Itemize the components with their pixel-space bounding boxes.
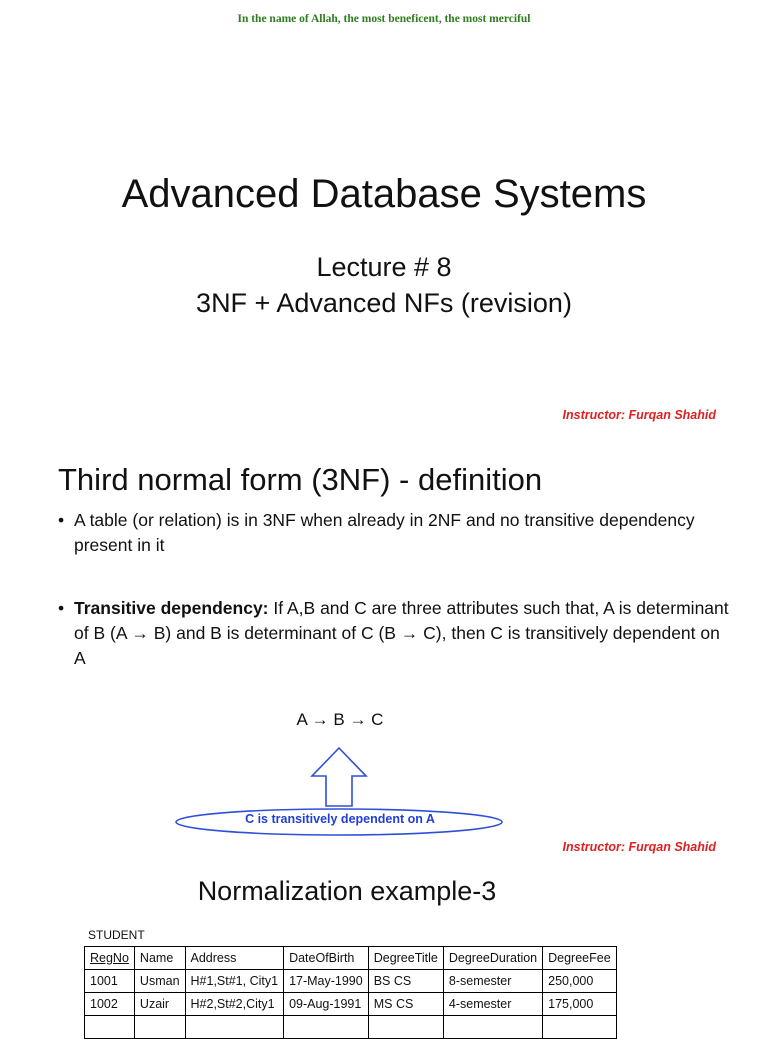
student-table (84, 946, 617, 1039)
col-dateofbirth: DateOfBirth (284, 947, 369, 970)
cell-degreeduration: 4-semester (443, 993, 542, 1016)
cell-regno: 1002 (85, 993, 135, 1016)
cell-empty (368, 1016, 443, 1039)
table-row (85, 993, 617, 1016)
bismillah-header: In the name of Allah, the most beneficent, the most merciful (237, 13, 531, 25)
cell-dateofbirth: 09-Aug-1991 (284, 993, 369, 1016)
cell-regno: 1001 (85, 970, 135, 993)
cell-name: Uzair (134, 993, 185, 1016)
col-degreetitle: DegreeTitle (368, 947, 443, 970)
callout-label: C is transitively dependent on A (245, 812, 435, 826)
table-header-row (85, 947, 617, 970)
cell-empty (85, 1016, 135, 1039)
col-address: Address (185, 947, 284, 970)
instructor-credit-2: Instructor: Furqan Shahid (562, 840, 716, 854)
cell-empty (284, 1016, 369, 1039)
col-degreeduration: DegreeDuration (443, 947, 542, 970)
cell-degreefee: 250,000 (543, 970, 617, 993)
transitive-dependency-text: If A,B and C are three attributes such that, A is determinant of B (A → B) and B is determinant of C (B → C), then C is transitively dependent on A (74, 598, 729, 668)
cell-degreefee: 175,000 (543, 993, 617, 1016)
slide-title: Advanced Database Systems (121, 172, 647, 216)
cell-empty (185, 1016, 284, 1039)
col-regno: RegNo (85, 947, 135, 970)
bullet-dot: • (58, 598, 65, 618)
cell-empty (134, 1016, 185, 1039)
cell-address: H#2,St#2,City1 (185, 993, 284, 1016)
bullet-dot: • (58, 510, 65, 530)
cell-degreeduration: 8-semester (443, 970, 542, 993)
transitive-dependency-term: Transitive dependency: (74, 598, 269, 618)
table-row (85, 970, 617, 993)
cell-dateofbirth: 17-May-1990 (284, 970, 369, 993)
lecture-number: Lecture # 8 (316, 252, 452, 282)
up-arrow-icon (312, 748, 366, 806)
instructor-credit: Instructor: Furqan Shahid (562, 408, 716, 422)
cell-degreetitle: BS CS (368, 970, 443, 993)
section-heading-example: Normalization example-3 (197, 876, 497, 906)
cell-empty (543, 1016, 617, 1039)
bullet-3nf-text: A table (or relation) is in 3NF when already in 2NF and no transitive dependency present in it (74, 510, 695, 555)
bullet-3nf-definition (58, 508, 734, 558)
cell-empty (443, 1016, 542, 1039)
section-heading-3nf: Third normal form (3NF) - definition (58, 462, 543, 497)
table-caption: STUDENT (88, 928, 145, 942)
lecture-topic: 3NF + Advanced NFs (revision) (196, 288, 572, 318)
cell-degreetitle: MS CS (368, 993, 443, 1016)
cell-address: H#1,St#1, City1 (185, 970, 284, 993)
col-degreefee: DegreeFee (543, 947, 617, 970)
col-name: Name (134, 947, 185, 970)
dependency-formula: A → B → C (296, 710, 384, 729)
bullet-transitive-dependency (58, 596, 734, 671)
table-row-partial (85, 1016, 617, 1039)
cell-name: Usman (134, 970, 185, 993)
